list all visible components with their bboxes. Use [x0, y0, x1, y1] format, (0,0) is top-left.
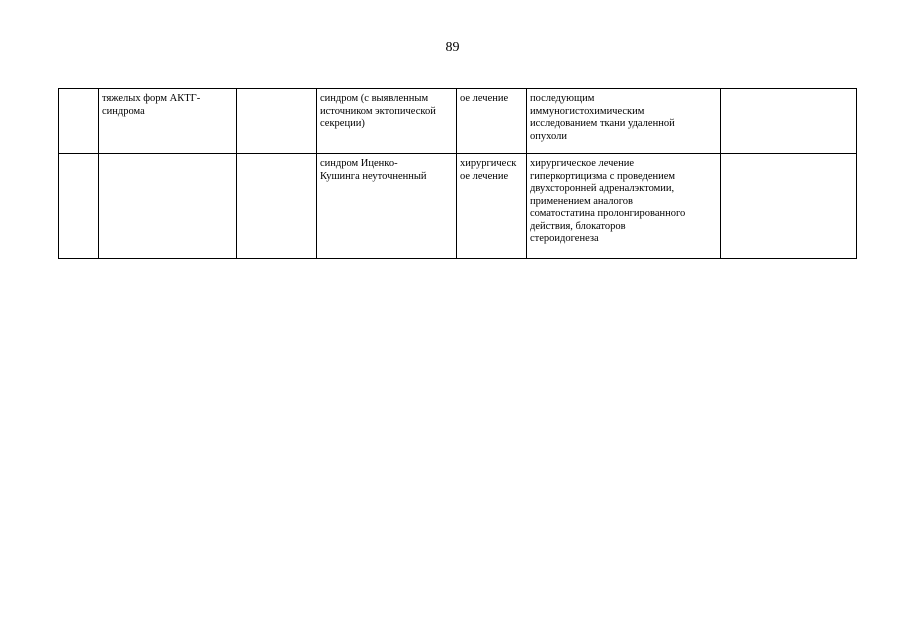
table-cell-standard — [721, 89, 857, 154]
table-cell-code — [237, 154, 317, 259]
table-cell-profile — [99, 154, 237, 259]
table-cell-treatment-method: последующим иммуногистохимическим исследованием ткани удаленной опухоли — [527, 89, 721, 154]
table-row — [59, 154, 857, 259]
table-cell-code — [237, 89, 317, 154]
table-cell-treatment-type: хирургическ ое лечение — [457, 154, 527, 259]
table-row — [59, 89, 857, 154]
page-number: 89 — [445, 40, 460, 55]
table-cell-number — [59, 154, 99, 259]
table-cell-profile: тяжелых форм АКТГ- синдрома — [99, 89, 237, 154]
table-cell-model: синдром (с выявленным источником эктопической секреции) — [317, 89, 457, 154]
table-cell-number — [59, 89, 99, 154]
table-cell-model: синдром Иценко- Кушинга неуточненный — [317, 154, 457, 259]
table-cell-treatment-type: ое лечение — [457, 89, 527, 154]
medical-care-table — [58, 88, 857, 259]
table-cell-standard — [721, 154, 857, 259]
table-cell-treatment-method: хирургическое лечение гиперкортицизма с проведением двухсторонней адреналэктомии, применением аналогов соматостатина пролонгированного действия, блокаторов стероидогенеза — [527, 154, 721, 259]
